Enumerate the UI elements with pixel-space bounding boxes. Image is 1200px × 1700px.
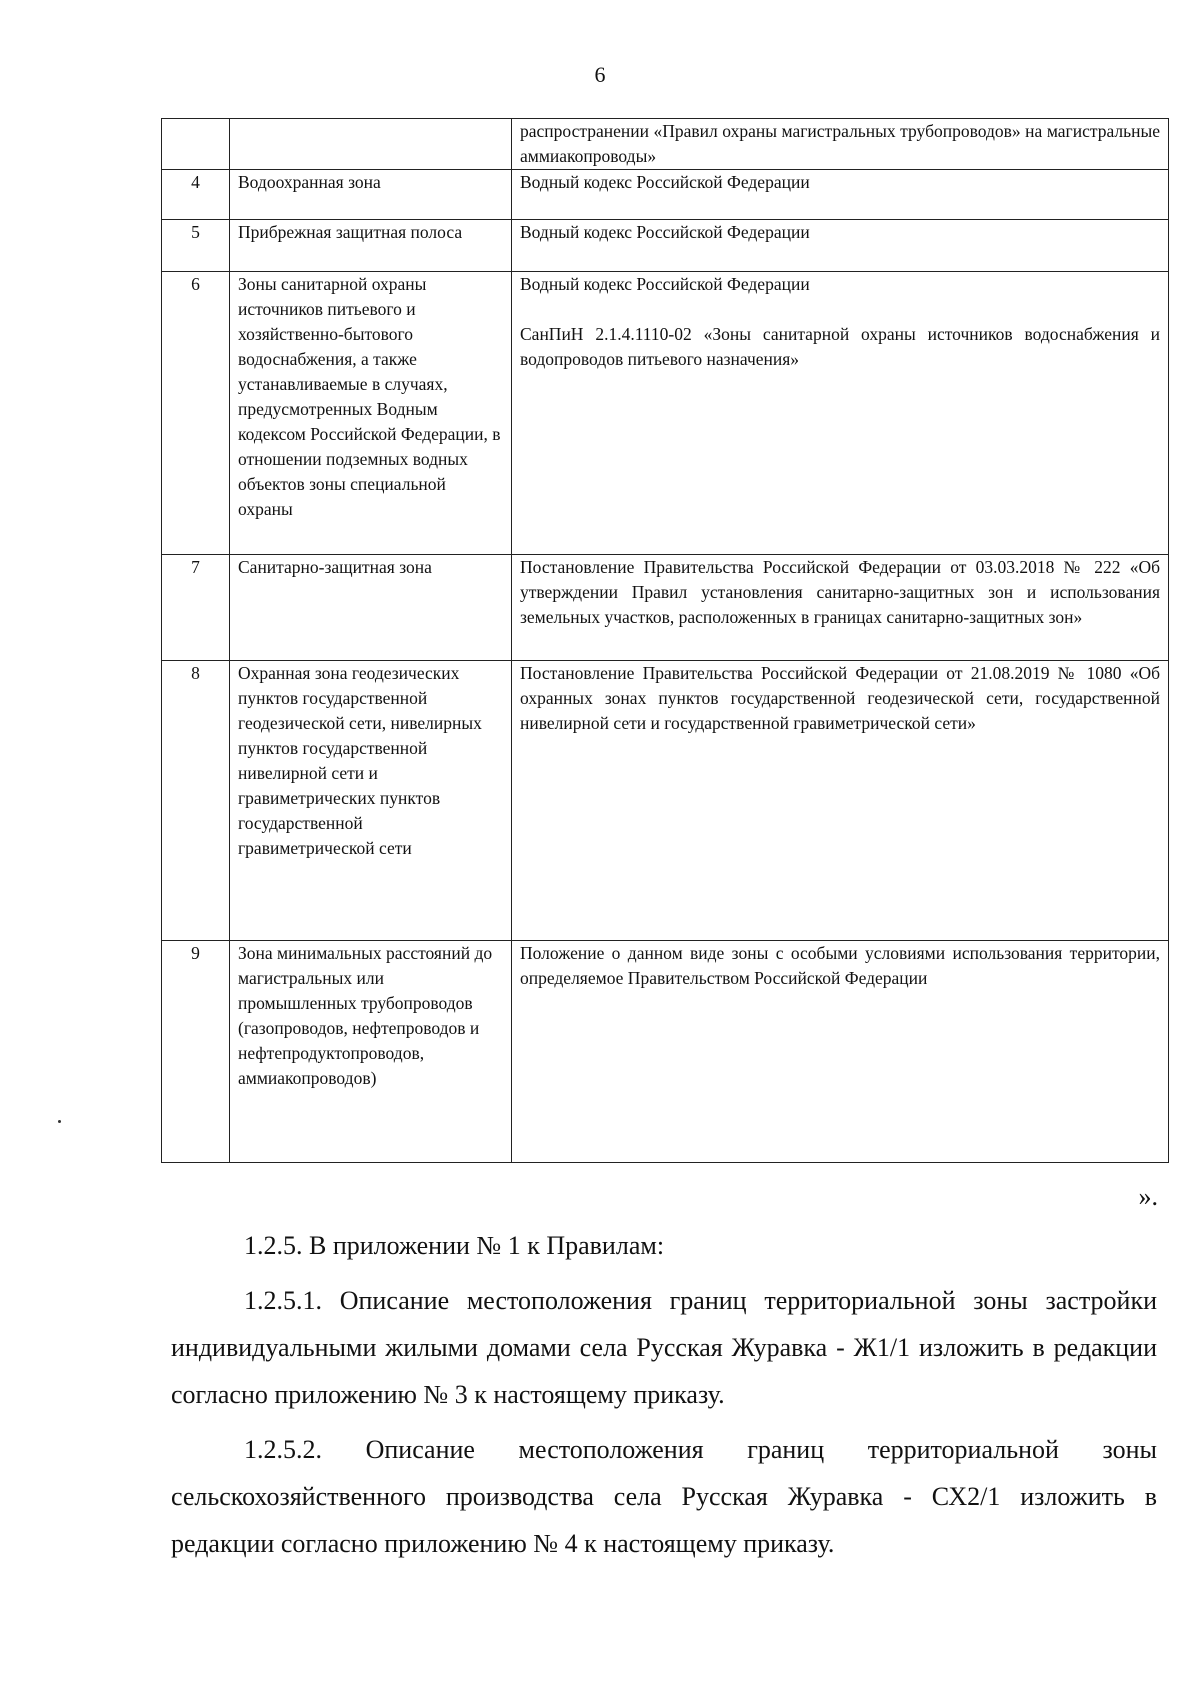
legal-basis-text: Положение о данном виде зоны с особыми условиями использования территории, определяемое Правительством Российской Федерации [520, 943, 1160, 988]
table-row [162, 555, 1169, 661]
legal-basis [512, 941, 1169, 1163]
zone-name: Прибрежная защитная полоса [230, 220, 512, 272]
row-number: 9 [162, 941, 230, 1163]
legal-basis [512, 119, 1169, 170]
zone-name [230, 119, 512, 170]
row-number: 5 [162, 220, 230, 272]
table-row [162, 941, 1169, 1163]
zone-name: Зоны санитарной охраны источников питьевого и хозяйственно-бытового водоснабжения, а также устанавливаемые в случаях, предусмотренных Водным кодексом Российской Федерации, в отношении подземных водных объектов зоны специальной охраны [230, 272, 512, 555]
legal-basis [512, 272, 1169, 555]
legal-basis-text: Водный кодекс Российской Федерации [520, 172, 810, 192]
row-number: 8 [162, 661, 230, 941]
zones-table [161, 118, 1169, 1163]
legal-basis [512, 661, 1169, 941]
row-number [162, 119, 230, 170]
zone-name: Охранная зона геодезических пунктов государственной геодезической сети, нивелирных пунктов государственной нивелирной сети и гравиметрических пунктов государственной гравиметрической сети [230, 661, 512, 941]
table-row [162, 272, 1169, 555]
row-number: 4 [162, 170, 230, 220]
paragraph: 1.2.5.2. Описание местоположения границ территориальной зоны сельскохозяйственного производства села Русская Журавка - СХ2/1 изложить в редакции согласно приложению № 4 к настоящему приказу. [171, 1435, 1157, 1558]
paragraph: 1.2.5. В приложении № 1 к Правилам: [244, 1231, 665, 1260]
table-row [162, 119, 1169, 170]
zone-name: Санитарно-защитная зона [230, 555, 512, 661]
scan-speck [58, 1120, 61, 1123]
table-row [162, 220, 1169, 272]
table-row [162, 661, 1169, 941]
paragraph: 1.2.5.1. Описание местоположения границ территориальной зоны застройки индивидуальными жилыми домами села Русская Журавка - Ж1/1 изложить в редакции согласно приложению № 3 к настоящему приказу. [171, 1286, 1157, 1409]
legal-basis [512, 555, 1169, 661]
legal-basis [512, 170, 1169, 220]
zone-name: Водоохранная зона [230, 170, 512, 220]
table-row [162, 170, 1169, 220]
page-number: 6 [594, 62, 606, 87]
closing-quote: ». [1138, 1182, 1158, 1211]
row-number: 6 [162, 272, 230, 555]
legal-basis-text: Постановление Правительства Российской Федерации от 21.08.2019 № 1080 «Об охранных зонах пунктов государственной геодезической сети, государственной нивелирной сети и государственной гравиметрической сети» [520, 663, 1160, 733]
legal-basis-text: Водный кодекс Российской Федерации [520, 222, 810, 242]
legal-basis [512, 220, 1169, 272]
legal-basis-text: распространении «Правил охраны магистральных трубопроводов» на магистральные аммиакопроводы» [520, 121, 1160, 166]
legal-basis-text: Постановление Правительства Российской Федерации от 03.03.2018 № 222 «Об утверждении Правил установления санитарно-защитных зон и использования земельных участков, расположенных в границах санитарно-защитных зон» [520, 557, 1160, 627]
zone-name: Зона минимальных расстояний до магистральных или промышленных трубопроводов (газопроводов, нефтепроводов и нефтепродуктопроводов, аммиакопроводов) [230, 941, 512, 1163]
row-number: 7 [162, 555, 230, 661]
legal-basis-text: Водный кодекс Российской Федерации [520, 274, 810, 294]
body-text [171, 1222, 1157, 1575]
legal-basis-text: СанПиН 2.1.4.1110-02 «Зоны санитарной охраны источников водоснабжения и водопроводов питьевого назначения» [520, 324, 1160, 369]
